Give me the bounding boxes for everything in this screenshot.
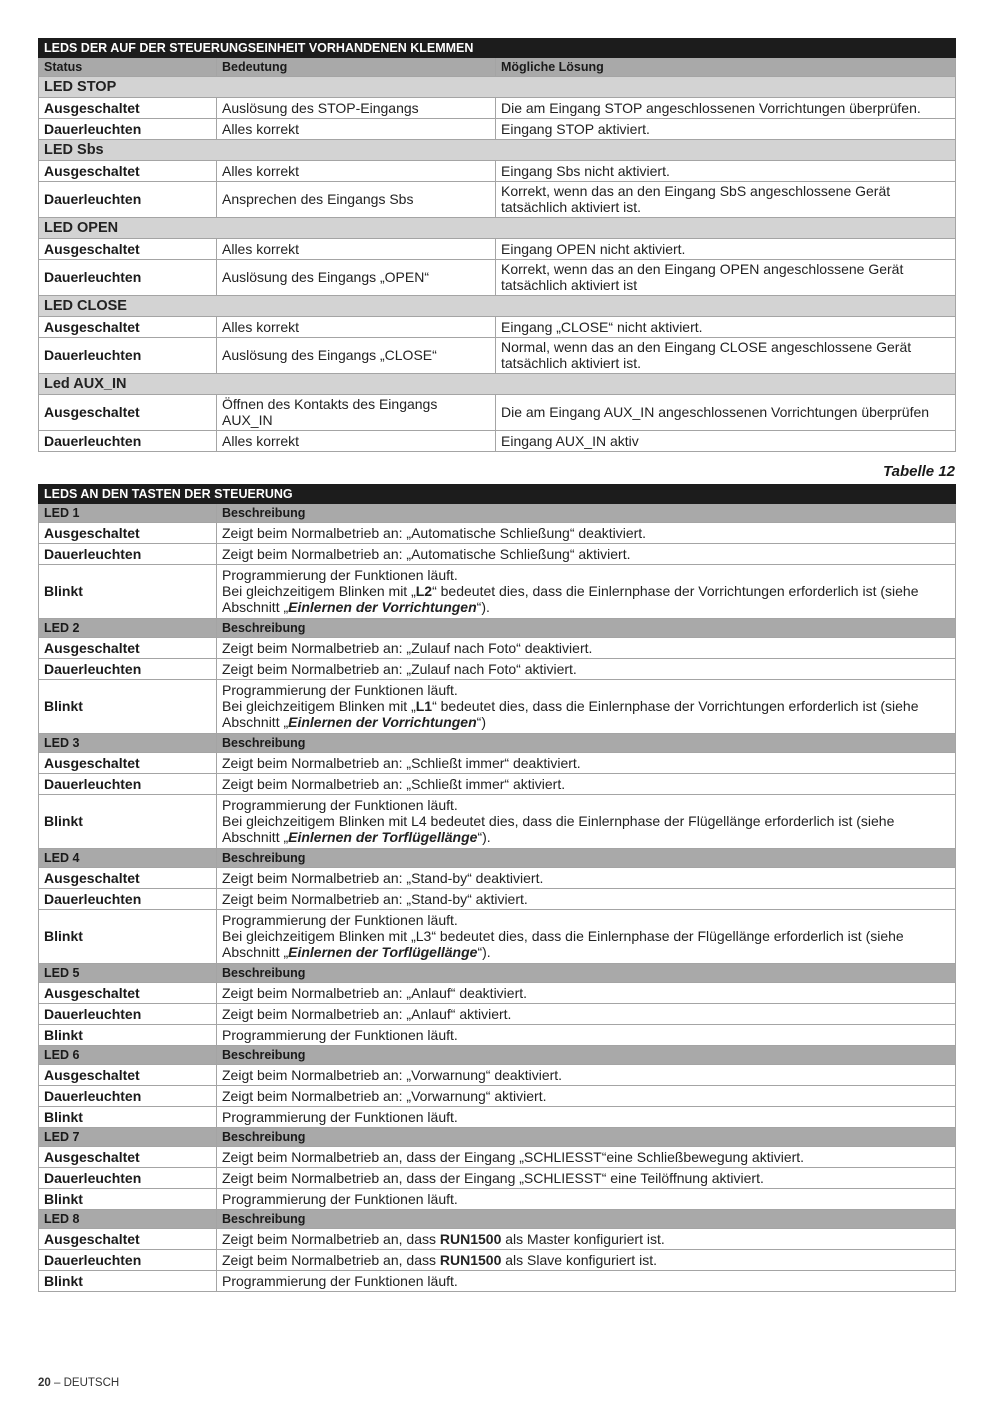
table-row xyxy=(39,1189,956,1210)
terminal-leds-table xyxy=(38,38,956,452)
table-row xyxy=(39,565,956,619)
table-row xyxy=(39,868,956,889)
text-line: Programmierung der Funktionen läuft. xyxy=(222,567,458,583)
status-cell: Ausgeschaltet xyxy=(39,1147,217,1168)
text-part: Zeigt beim Normalbetrieb an, dass xyxy=(222,1230,440,1247)
text-line xyxy=(222,599,950,615)
solution-cell: Eingang „CLOSE“ nicht aktiviert. xyxy=(496,317,956,338)
led-header-row xyxy=(39,1210,956,1229)
description-cell: Zeigt beim Normalbetrieb an: „Automatische Schließung“ aktiviert. xyxy=(217,544,956,565)
group-header: Led AUX_IN xyxy=(39,374,956,395)
led-header-row xyxy=(39,734,956,753)
text-line: Programmierung der Funktionen läuft. xyxy=(222,1026,458,1043)
footer-language: DEUTSCH xyxy=(63,1377,120,1389)
text-part: Abschnitt „ xyxy=(222,599,289,615)
column-header-description: Beschreibung xyxy=(217,964,956,983)
table-row xyxy=(39,1025,956,1046)
led-header-row xyxy=(39,619,956,638)
column-header-description: Beschreibung xyxy=(217,619,956,638)
meaning-cell: Auslösung des Eingangs „CLOSE“ xyxy=(217,338,496,374)
status-cell: Blinkt xyxy=(39,565,217,619)
meaning-cell: Auslösung des Eingangs „OPEN“ xyxy=(217,260,496,296)
section-reference: Einlernen der Torflügellänge xyxy=(288,829,478,845)
description-cell: Zeigt beim Normalbetrieb an: „Automatische Schließung“ deaktiviert. xyxy=(217,523,956,544)
button-leds-table xyxy=(38,484,956,1292)
text-part: “) xyxy=(476,714,486,730)
status-cell: Ausgeschaltet xyxy=(39,983,217,1004)
table-row xyxy=(39,638,956,659)
table-row xyxy=(39,182,956,218)
table-row xyxy=(39,1229,956,1250)
status-cell: Ausgeschaltet xyxy=(39,317,217,338)
status-cell: Blinkt xyxy=(39,1189,217,1210)
led-name: LED 3 xyxy=(39,734,217,753)
table-title: LEDS DER AUF DER STEUERUNGSEINHEIT VORHANDENEN KLEMMEN xyxy=(39,39,956,58)
meaning-cell: Alles korrekt xyxy=(217,119,496,140)
table-row xyxy=(39,239,956,260)
text-line: Programmierung der Funktionen läuft. xyxy=(222,1190,458,1207)
table-row xyxy=(39,338,956,374)
meaning-cell: Auslösung des STOP-Eingangs xyxy=(217,98,496,119)
table-row xyxy=(39,983,956,1004)
text-line xyxy=(222,698,950,714)
table-row xyxy=(39,544,956,565)
group-header: LED STOP xyxy=(39,77,956,98)
status-cell: Dauerleuchten xyxy=(39,1250,217,1271)
text-line xyxy=(222,583,950,599)
table-row xyxy=(39,1168,956,1189)
status-cell: Dauerleuchten xyxy=(39,889,217,910)
status-cell: Dauerleuchten xyxy=(39,1168,217,1189)
text-line xyxy=(222,928,950,944)
table-row xyxy=(39,753,956,774)
text-part: als Master konfiguriert ist. xyxy=(501,1230,665,1247)
table-title: LEDS AN DEN TASTEN DER STEUERUNG xyxy=(39,485,956,504)
column-header-description: Beschreibung xyxy=(217,1210,956,1229)
description-cell xyxy=(217,795,956,849)
solution-cell: Eingang AUX_IN aktiv xyxy=(496,431,956,452)
text-line: Programmierung der Funktionen läuft. xyxy=(222,912,458,928)
description-cell: Zeigt beim Normalbetrieb an: „Anlauf“ deaktiviert. xyxy=(217,983,956,1004)
status-cell: Blinkt xyxy=(39,910,217,964)
text-line xyxy=(222,714,950,730)
status-cell: Ausgeschaltet xyxy=(39,868,217,889)
description-cell xyxy=(217,1025,956,1046)
description-cell xyxy=(217,1229,956,1250)
group-header: LED CLOSE xyxy=(39,296,956,317)
status-cell: Ausgeschaltet xyxy=(39,523,217,544)
description-cell: Zeigt beim Normalbetrieb an: „Zulauf nach Foto“ aktiviert. xyxy=(217,659,956,680)
led-name: LED 1 xyxy=(39,504,217,523)
description-cell xyxy=(217,1250,956,1271)
led-header-row xyxy=(39,849,956,868)
description-cell xyxy=(217,1189,956,1210)
text-line: Programmierung der Funktionen läuft. xyxy=(222,682,458,698)
table-row xyxy=(39,523,956,544)
table-row xyxy=(39,395,956,431)
meaning-cell: Öffnen des Kontakts des Eingangs AUX_IN xyxy=(217,395,496,431)
page-number: 20 xyxy=(38,1377,51,1389)
status-cell: Ausgeschaltet xyxy=(39,239,217,260)
text-line xyxy=(222,813,950,829)
footer-separator: – xyxy=(50,1377,64,1389)
table-row xyxy=(39,795,956,849)
meaning-cell: Ansprechen des Eingangs Sbs xyxy=(217,182,496,218)
solution-cell: Korrekt, wenn das an den Eingang SbS angeschlossene Gerät tatsächlich aktiviert ist. xyxy=(496,182,956,218)
table-row xyxy=(39,119,956,140)
table-row xyxy=(39,161,956,182)
text-part: “). xyxy=(477,829,491,845)
status-cell: Dauerleuchten xyxy=(39,544,217,565)
table-caption: Tabelle 12 xyxy=(883,463,955,480)
product-name: RUN1500 xyxy=(439,1230,502,1247)
table-row xyxy=(39,1065,956,1086)
table-row xyxy=(39,910,956,964)
description-cell xyxy=(217,565,956,619)
section-reference: Einlernen der Vorrichtungen xyxy=(288,599,477,615)
status-cell: Blinkt xyxy=(39,795,217,849)
solution-cell: Eingang Sbs nicht aktiviert. xyxy=(496,161,956,182)
text-line xyxy=(222,829,950,845)
column-header-meaning: Bedeutung xyxy=(217,58,496,77)
table-row xyxy=(39,1271,956,1292)
status-cell: Ausgeschaltet xyxy=(39,395,217,431)
text-part: Zeigt beim Normalbetrieb an, dass xyxy=(222,1251,440,1268)
table-row xyxy=(39,1086,956,1107)
status-cell: Ausgeschaltet xyxy=(39,1065,217,1086)
description-cell: Zeigt beim Normalbetrieb an: „Schließt immer“ aktiviert. xyxy=(217,774,956,795)
table-row xyxy=(39,260,956,296)
status-cell: Ausgeschaltet xyxy=(39,98,217,119)
text-part: Bei gleichzeitigem Blinken mit „ xyxy=(222,698,416,714)
led-name: LED 5 xyxy=(39,964,217,983)
description-cell: Zeigt beim Normalbetrieb an: „Vorwarnung“ aktiviert. xyxy=(217,1086,956,1107)
led-name: LED 6 xyxy=(39,1046,217,1065)
description-cell: Zeigt beim Normalbetrieb an, dass der Eingang „SCHLIESST“eine Schließbewegung aktiviert. xyxy=(217,1147,956,1168)
table-row xyxy=(39,431,956,452)
table-row xyxy=(39,774,956,795)
led-header-row xyxy=(39,1128,956,1147)
status-cell: Ausgeschaltet xyxy=(39,161,217,182)
led-header-row xyxy=(39,1046,956,1065)
description-cell: Zeigt beim Normalbetrieb an: „Zulauf nach Foto“ deaktiviert. xyxy=(217,638,956,659)
description-cell xyxy=(217,1271,956,1292)
column-header-description: Beschreibung xyxy=(217,1046,956,1065)
meaning-cell: Alles korrekt xyxy=(217,431,496,452)
column-header-description: Beschreibung xyxy=(217,504,956,523)
led-reference: L1 xyxy=(415,698,433,714)
status-cell: Dauerleuchten xyxy=(39,260,217,296)
meaning-cell: Alles korrekt xyxy=(217,239,496,260)
table-row xyxy=(39,1250,956,1271)
text-part: als Slave konfiguriert ist. xyxy=(501,1251,657,1268)
description-cell xyxy=(217,680,956,734)
product-name: RUN1500 xyxy=(439,1251,502,1268)
column-header-solution: Mögliche Lösung xyxy=(496,58,956,77)
led-name: LED 7 xyxy=(39,1128,217,1147)
meaning-cell: Alles korrekt xyxy=(217,161,496,182)
table-row xyxy=(39,1004,956,1025)
section-reference: Einlernen der Vorrichtungen xyxy=(288,714,477,730)
column-header-description: Beschreibung xyxy=(217,849,956,868)
status-cell: Blinkt xyxy=(39,1271,217,1292)
table-row xyxy=(39,1107,956,1128)
text-part: Abschnitt „ xyxy=(222,714,289,730)
description-cell xyxy=(217,910,956,964)
text-part: Bei gleichzeitigem Blinken mit „L3“ bedeutet dies, dass die Einlernphase der Flügellänge erforderlich ist (siehe xyxy=(222,928,904,944)
status-cell: Dauerleuchten xyxy=(39,182,217,218)
text-part: “). xyxy=(477,944,491,960)
status-cell: Blinkt xyxy=(39,680,217,734)
status-cell: Blinkt xyxy=(39,1025,217,1046)
status-cell: Dauerleuchten xyxy=(39,431,217,452)
text-part: Abschnitt „ xyxy=(222,829,289,845)
description-cell: Zeigt beim Normalbetrieb an, dass der Eingang „SCHLIESST“ eine Teilöffnung aktiviert. xyxy=(217,1168,956,1189)
status-cell: Dauerleuchten xyxy=(39,659,217,680)
status-cell: Ausgeschaltet xyxy=(39,638,217,659)
solution-cell: Normal, wenn das an den Eingang CLOSE angeschlossene Gerät tatsächlich aktiviert ist. xyxy=(496,338,956,374)
description-cell: Zeigt beim Normalbetrieb an: „Vorwarnung“ deaktiviert. xyxy=(217,1065,956,1086)
page-footer xyxy=(38,1377,119,1389)
group-header: LED Sbs xyxy=(39,140,956,161)
led-header-row xyxy=(39,504,956,523)
text-line: Programmierung der Funktionen läuft. xyxy=(222,1108,458,1125)
solution-cell: Eingang OPEN nicht aktiviert. xyxy=(496,239,956,260)
solution-cell: Die am Eingang STOP angeschlossenen Vorrichtungen überprüfen. xyxy=(496,98,956,119)
description-cell: Zeigt beim Normalbetrieb an: „Stand-by“ deaktiviert. xyxy=(217,868,956,889)
status-cell: Ausgeschaltet xyxy=(39,1229,217,1250)
column-header-status: Status xyxy=(39,58,217,77)
status-cell: Dauerleuchten xyxy=(39,119,217,140)
status-cell: Dauerleuchten xyxy=(39,774,217,795)
status-cell: Blinkt xyxy=(39,1107,217,1128)
status-cell: Dauerleuchten xyxy=(39,338,217,374)
text-part: “ bedeutet dies, dass die Einlernphase der Vorrichtungen erforderlich ist (siehe xyxy=(432,583,919,599)
led-header-row xyxy=(39,964,956,983)
column-header-description: Beschreibung xyxy=(217,734,956,753)
table-row xyxy=(39,317,956,338)
table-row xyxy=(39,680,956,734)
table-row xyxy=(39,889,956,910)
text-line xyxy=(222,944,950,960)
group-header: LED OPEN xyxy=(39,218,956,239)
text-line: Programmierung der Funktionen läuft. xyxy=(222,797,458,813)
section-reference: Einlernen der Torflügellänge xyxy=(288,944,478,960)
description-cell xyxy=(217,1107,956,1128)
description-cell: Zeigt beim Normalbetrieb an: „Schließt immer“ deaktiviert. xyxy=(217,753,956,774)
solution-cell: Eingang STOP aktiviert. xyxy=(496,119,956,140)
text-part: Bei gleichzeitigem Blinken mit L4 bedeutet dies, dass die Einlernphase der Flügellänge erforderlich ist (siehe xyxy=(222,813,895,829)
text-part: “). xyxy=(476,599,490,615)
text-part: Bei gleichzeitigem Blinken mit „ xyxy=(222,583,416,599)
description-cell: Zeigt beim Normalbetrieb an: „Anlauf“ aktiviert. xyxy=(217,1004,956,1025)
text-part: “ bedeutet dies, dass die Einlernphase der Vorrichtungen erforderlich ist (siehe xyxy=(432,698,919,714)
column-header-description: Beschreibung xyxy=(217,1128,956,1147)
text-part: Abschnitt „ xyxy=(222,944,289,960)
table-row xyxy=(39,659,956,680)
solution-cell: Die am Eingang AUX_IN angeschlossenen Vorrichtungen überprüfen xyxy=(496,395,956,431)
meaning-cell: Alles korrekt xyxy=(217,317,496,338)
led-name: LED 2 xyxy=(39,619,217,638)
status-cell: Ausgeschaltet xyxy=(39,753,217,774)
text-line: Programmierung der Funktionen läuft. xyxy=(222,1272,458,1289)
led-reference: L2 xyxy=(415,583,433,599)
status-cell: Dauerleuchten xyxy=(39,1004,217,1025)
solution-cell: Korrekt, wenn das an den Eingang OPEN angeschlossene Gerät tatsächlich aktiviert ist xyxy=(496,260,956,296)
led-name: LED 8 xyxy=(39,1210,217,1229)
description-cell: Zeigt beim Normalbetrieb an: „Stand-by“ aktiviert. xyxy=(217,889,956,910)
status-cell: Dauerleuchten xyxy=(39,1086,217,1107)
table-row xyxy=(39,1147,956,1168)
led-name: LED 4 xyxy=(39,849,217,868)
table-row xyxy=(39,98,956,119)
